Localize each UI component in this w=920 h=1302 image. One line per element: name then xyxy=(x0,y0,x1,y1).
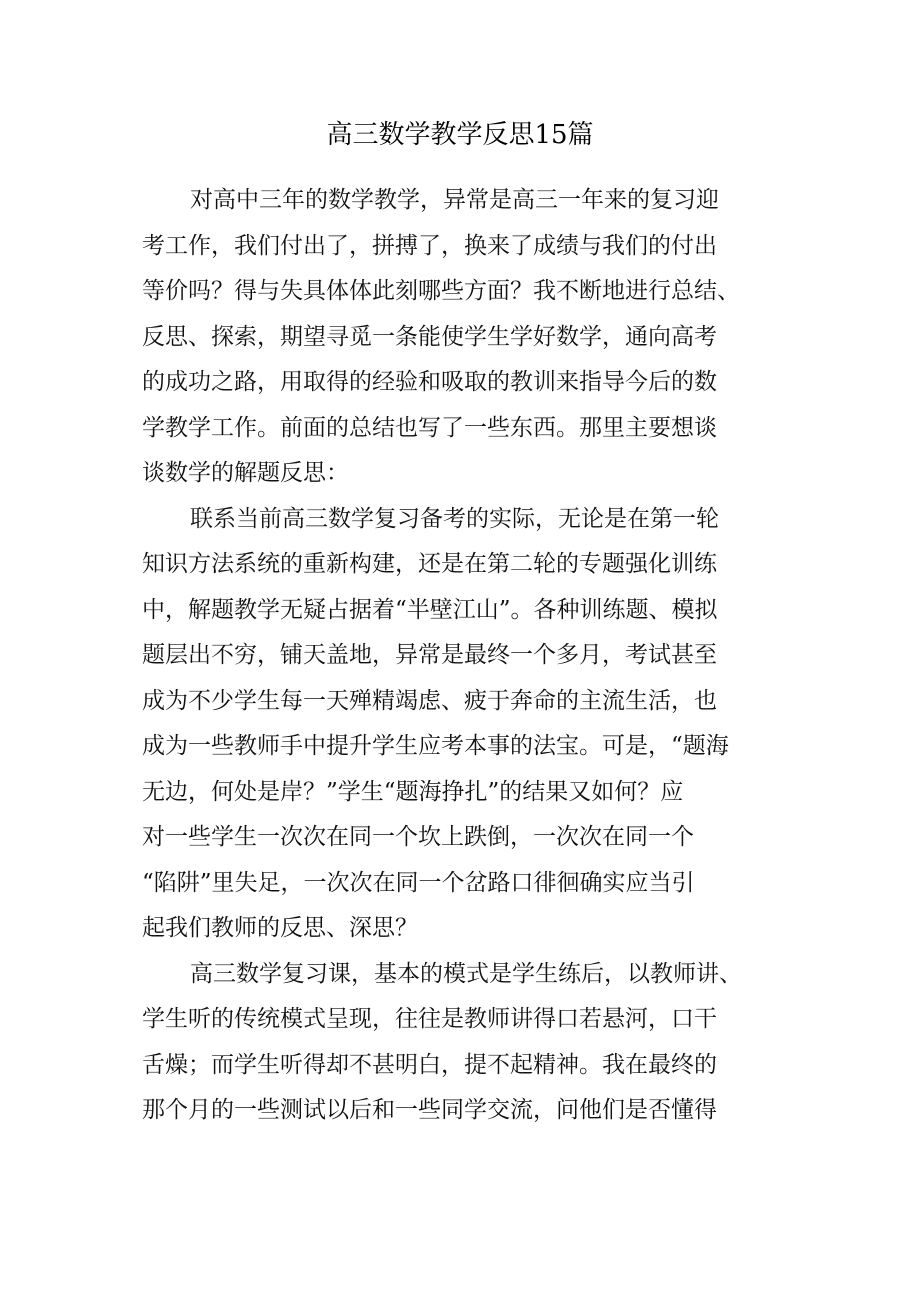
text-line: 成为不少学生每一天殚精竭虑、疲于奔命的主流生活，也 xyxy=(142,687,717,714)
paragraph-1 xyxy=(142,178,762,497)
text-line: 学生听的传统模式呈现，往往是教师讲得口若悬河，口干 xyxy=(142,1006,717,1032)
text-line: 题层出不穷，铺天盖地，异常是最终一个多月，考试甚至 xyxy=(142,642,717,668)
text-line: 舌燥；而学生听得却不甚明白，提不起精神。我在最终的 xyxy=(142,1051,717,1078)
text-line: 起我们教师的反思、深思？ xyxy=(142,915,418,941)
text-line: 成为一些教师手中提升学生应考本事的法宝。可是，“题海 xyxy=(142,733,729,759)
text-line: 对一些学生一次次在同一个坎上跌倒，一次次在同一个 xyxy=(142,824,694,850)
text-line: 等价吗？得与失具体体此刻哪些方面？我不断地进行总结、 xyxy=(142,278,740,304)
paragraph-3 xyxy=(142,952,762,1134)
document-body xyxy=(142,178,762,1134)
text-line: 考工作，我们付出了，拼搏了，换来了成绩与我们的付出 xyxy=(142,232,717,259)
text-line: 知识方法系统的重新构建，还是在第二轮的专题强化训练 xyxy=(142,551,717,577)
text-line: 那个月的一些测试以后和一些同学交流，问他们是否懂得 xyxy=(142,1097,717,1123)
text-line: 联系当前高三数学复习备考的实际，无论是在第一轮 xyxy=(190,505,719,532)
text-line: 学教学工作。前面的总结也写了一些东西。那里主要想谈 xyxy=(142,414,717,441)
text-line: 高三数学复习课，基本的模式是学生练后，以教师讲、 xyxy=(190,960,742,987)
text-line: 的成功之路，用取得的经验和吸取的教训来指导今后的数 xyxy=(142,369,717,395)
text-line: 反思、探索，期望寻觅一条能使学生学好数学，通向高考 xyxy=(142,323,717,350)
text-line: 谈数学的解题反思： xyxy=(142,460,349,486)
document-title: 高三数学教学反思15篇 xyxy=(326,120,594,150)
paragraph-2 xyxy=(142,497,762,952)
text-line: “陷阱”里失足，一次次在同一个岔路口徘徊确实应当引 xyxy=(142,869,695,896)
text-line: 对高中三年的数学教学，异常是高三一年来的复习迎 xyxy=(190,187,719,213)
text-line: 无边，何处是岸？”学生“题海挣扎”的结果又如何？应 xyxy=(142,778,684,805)
text-line: 中，解题教学无疑占据着“半壁江山”。各种训练题、模拟 xyxy=(142,596,718,623)
